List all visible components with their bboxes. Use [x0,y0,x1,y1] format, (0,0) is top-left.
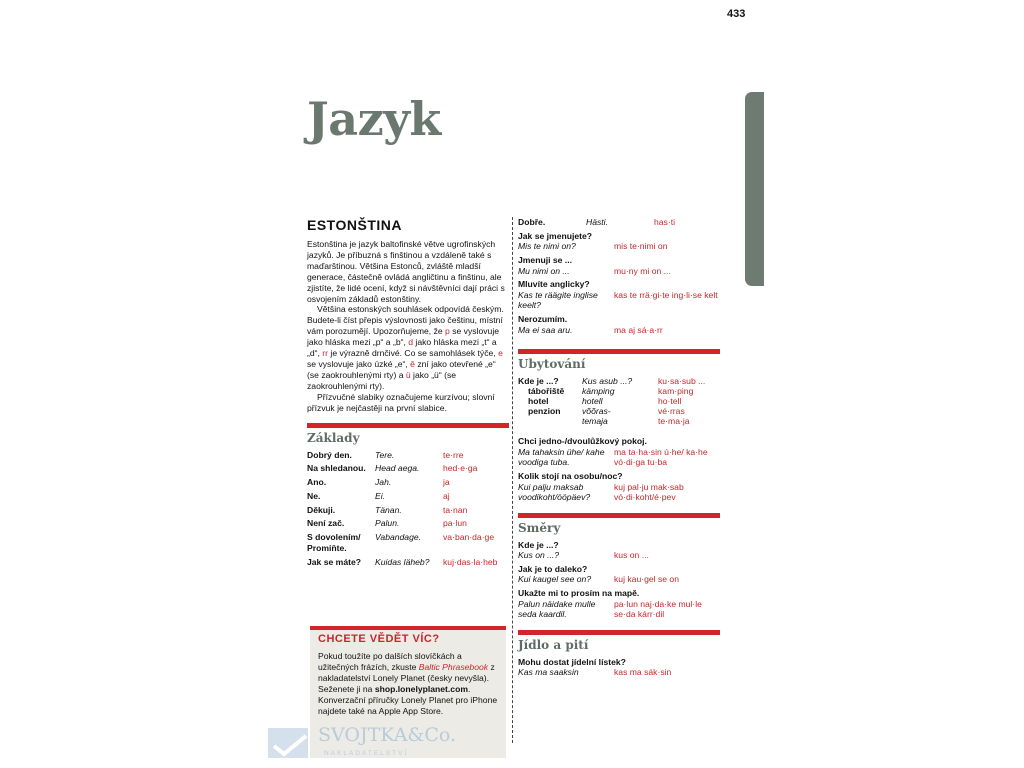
chapter-tab [745,92,764,286]
info-box-rule [310,626,506,630]
column-divider [512,217,513,743]
smery-heading: Směry [518,520,561,535]
phrase-question: Ukažte mi to prosím na mapě. Palun näidake mulle seda kaardil. pa·lun naj·da·ke mul·le se·da kárr·dil [518,588,702,620]
ubytovani-heading: Ubytování [518,357,586,372]
phrase-row: Není zač. Palun. pa·lun [307,518,467,529]
phrase-row: penzion võõrastemaja vé·rras te·ma·ja [528,406,690,427]
phrase-row: Kde je ...? Kus asub ...? ku·sa·sub ... [518,376,706,387]
phrase-question: Nerozumím. Ma ei saa aru. ma aj sá·a·rr [518,313,663,335]
phrase-question: Chci jedno-/dvoulůžkový pokoj. Ma tahaksin ühe/ kahe voodiga tuba. ma ta·ha·sin ú·he/ ka·he vó·di·ga tu·ba [518,436,708,468]
phrase-row: Ano. Jah. ja [307,477,450,488]
phrase-row: hotel hotell ho·tell [528,396,682,407]
stress-paragraph: Přízvučné slabiky označujeme kurzívou; slovní přízvuk je nejčastěji na první slabice. [307,391,495,413]
zaklady-table [307,450,509,568]
section-rule [518,349,720,354]
info-box-text: Pokud toužíte po dalších slovíčkách a užitečných frázích, zkuste Baltic Phrasebook z nakladatelství Lonely Planet (česky nevyšla). Seženete ji na shop.lonelyplanet.com. Konverzační příručky Lonely Planet pro iPhone najdete také na Apple App Store. [318,651,498,716]
estonian-heading: ESTONŠTINA [307,217,402,233]
shop-link: shop.lonelyplanet.com [374,683,468,694]
phrase-question: Mluvíte anglicky? Kas te räägite inglise keelt? kas te rrä·gi·te ing·li·se kelt [518,279,718,311]
jidlo-heading: Jídlo a pití [518,637,589,652]
page-number: 433 [727,8,746,20]
zaklady-heading: Základy [307,430,360,445]
section-rule [307,423,509,428]
phrase-row: Na shledanou. Head aega. hed·e·ga [307,463,478,474]
phrase-row: Děkuji. Tänan. ta·nan [307,504,468,515]
phrase-question: Kolik stojí na osobu/noc? Kui palju maksab voodikoht/ööpäev? kuj pal·ju mak·sab vó·di·koht/é·pev [518,470,684,503]
phrase-question: Jak je to daleko? Kui kaugel see on? kuj kau·gel se on [518,563,679,585]
intro-paragraph: Estonština je jazyk baltofinské větve ugrofinských jazyků. Je příbuzná s finštinou a vzdáleně také s maďarštinou. Většina Estonců, zvláště mladší generace, částečně ovládá angličtinu a finštinu, ale zjistíte, že lidé ocení, když si návštěvníci dají práci s osvojením základů estonštiny. [307,239,505,304]
phrase-row: Dobrý den. Tere. te·rre [307,449,464,460]
phrase-question: Kde je ...? Kus on ...? kus on ... [518,539,649,561]
right-column [518,217,720,678]
pronunciation-paragraph: Většina estonských souhlásek odpovídá českým. Budete-li číst přepis výslovnosti jako češtinu, místní vám porozumějí. Upozorňujeme, že p se vyslovuje jako hláska mezi „p“ a „b“, d jako hláska mezi „t“ a „d“, rr je výrazně drnčivé. Co se samohlásek týče, e se vyslovuje jako úzké „e“, ê zní jako otevřené „e“ (se zaokrouhlenými rty) a ü jako „ü“ (se zaokrouhlenými rty). [307,304,504,391]
page-title: Jazyk [307,92,441,146]
phrase-row: Dobře. Hästi. has·ti [518,217,676,227]
left-column [307,217,509,571]
phrase-row: Jak se máte? Kuidas läheb? kuj·das·la·heb [307,556,498,567]
phrase-row: Ne. Ei. aj [307,490,450,501]
section-rule [518,630,720,635]
info-box-heading: CHCETE VĚDĚT VÍC? [318,633,440,645]
phrase-question: Mohu dostat jídelní lístek? Kas ma saaksin kas ma sák·sin [518,656,672,678]
section-rule [518,513,720,518]
watermark-subtitle: NAKLADATELSTVÍ [324,750,409,757]
phrase-row: S dovolením/ Promiňte. Vabandage. va·ban·da·ge [307,532,495,554]
phrase-question: Jmenuji se ... Mu nimi on ... mu·ny mi on ... [518,254,671,276]
phrase-row: tábořiště kämping kam·ping [528,386,694,397]
watermark-brand: SVOJTKA&Co. [318,724,457,746]
phrase-question: Jak se jmenujete? Mis te nimi on? mis te·nimi on [518,230,668,252]
